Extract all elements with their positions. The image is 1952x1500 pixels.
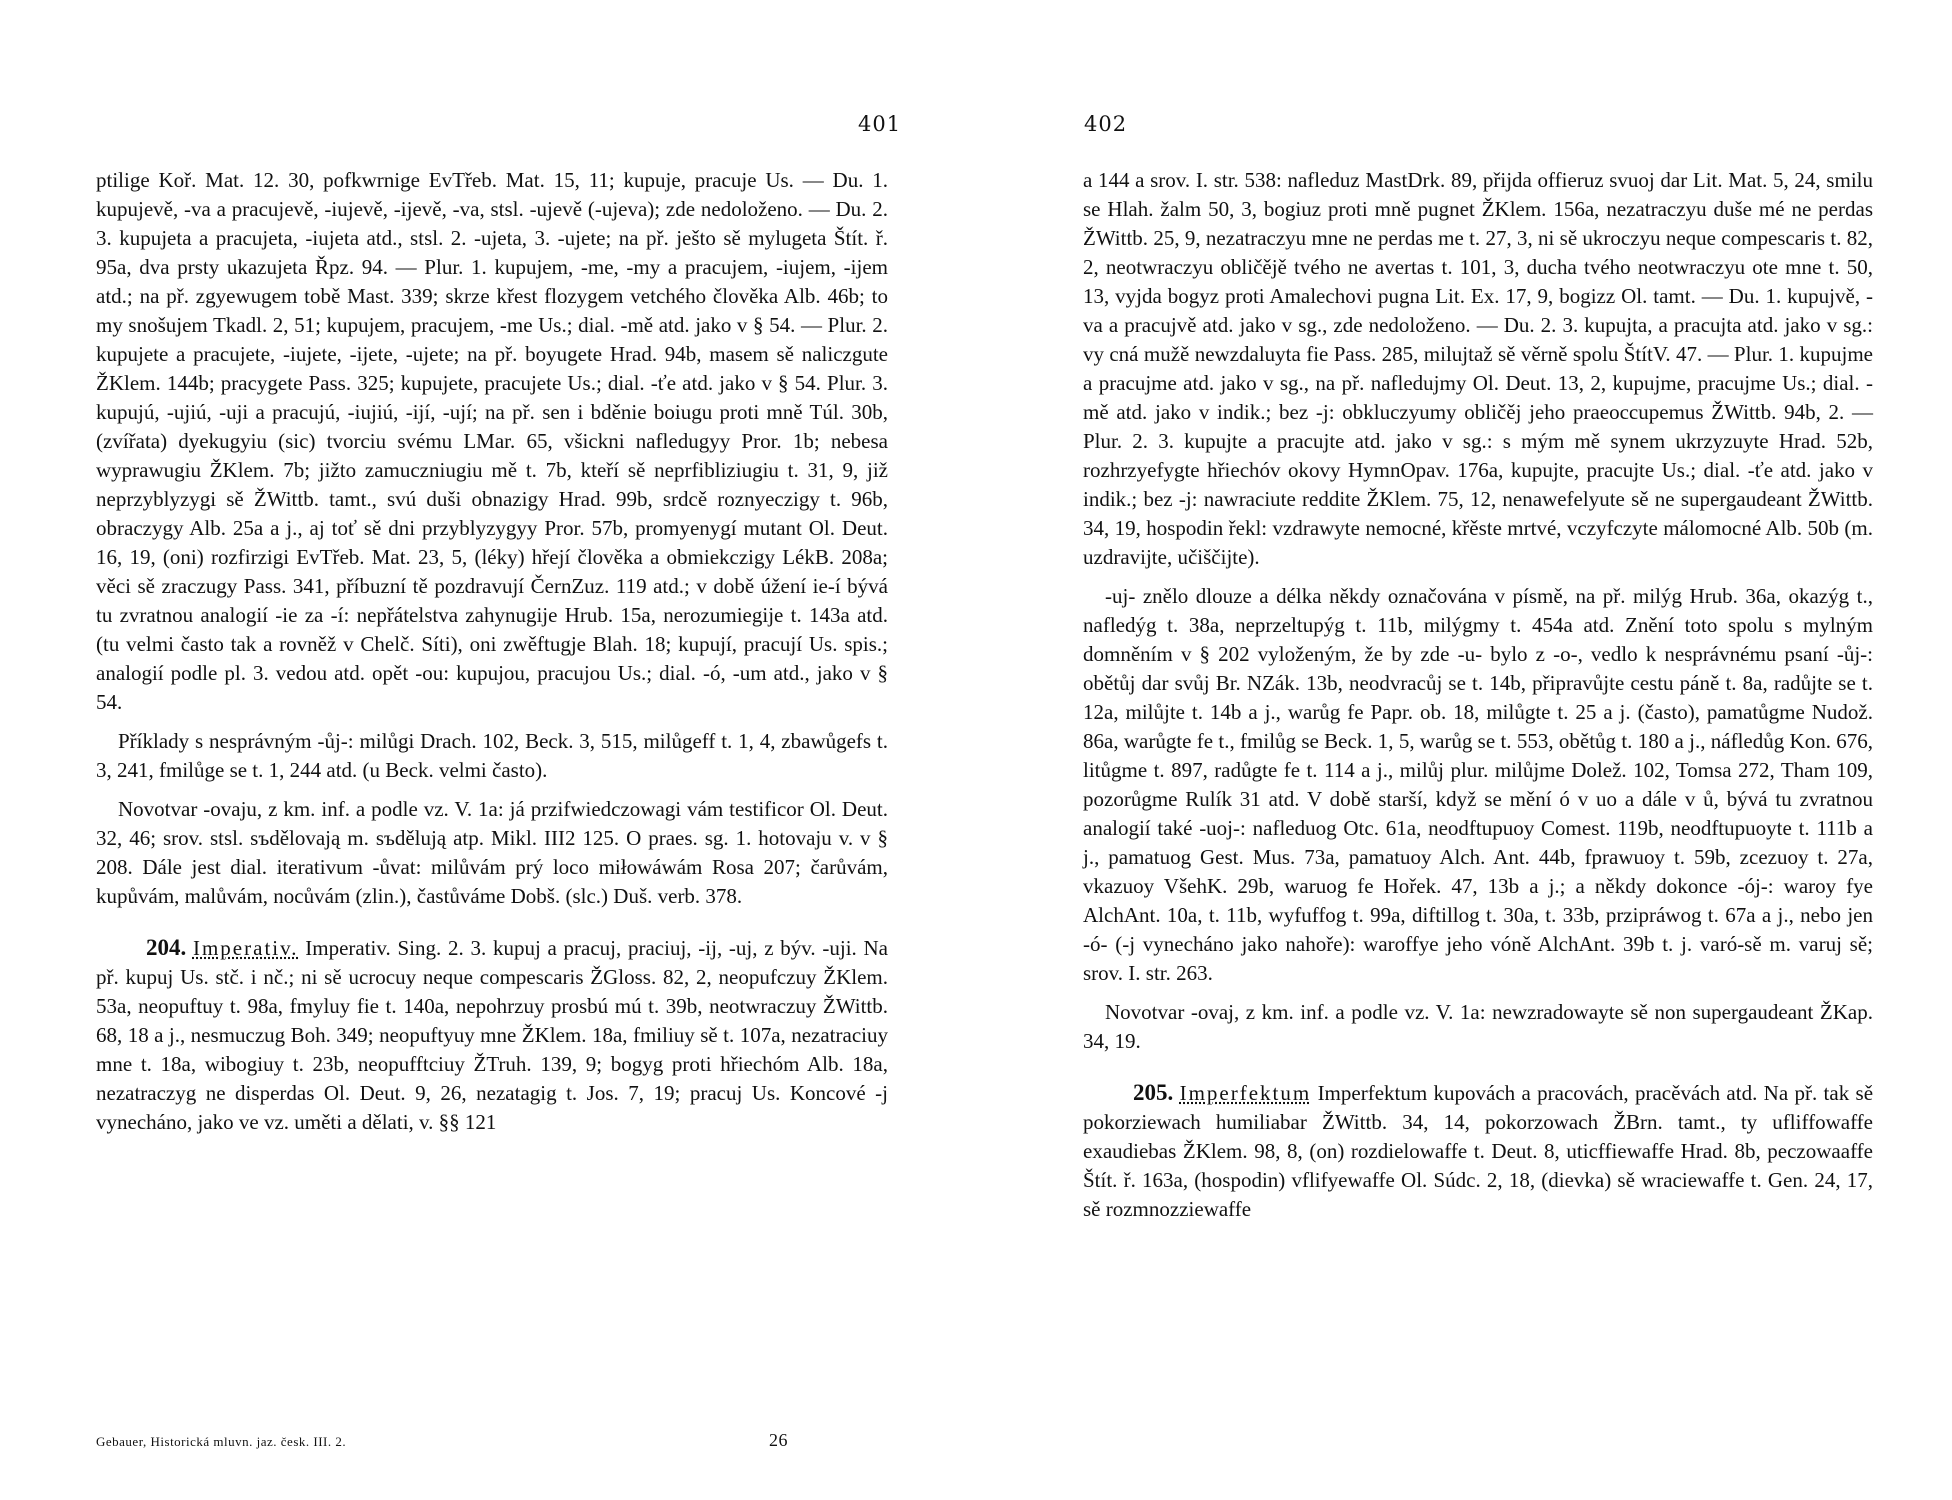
paragraph-indicative-plural: ptilige Koř. Mat. 12. 30, pofkwrnige EvTřeb. Mat. 15, 11; kupuje, pracuje Us. — Du. 1. kupujevě, -va a pracujevě, -iujevě, -ijevě, -va, stsl. -ujevě (-ujeva); zde nedoloženo. — Du. 2. 3. kupujeta a pracujeta, -iujeta atd., stsl. 2. -ujeta, 3. -ujete; na př. ješto sě mylugeta Štít. ř. 95a, dva prsty ukazujeta Řpz. 94. — Plur. 1. kupujem, -me, -my a pracujem, -iujem, -ijem atd.; na př. zgyewugem tobě Mast. 339; skrze křest flozygem vetchého člověka Alb. 46b; to my snošujem Tkadl. 2, 51; kupujem, pracujem, -me Us.; dial. -mě atd. jako v § 54. — Plur. 2. kupujete a pracujete, -iujete, -ijete, -ujete; na př. boyugete Hrad. 94b, masem sě naliczgute ŽKlem. 144b; pracygete Pass. 325; kupujete, pracujete Us.; dial. -ťe atd. jako v § 54. Plur. 3. kupujú, -ujiú, -uji a pracujú, -iujiú, -ijí, -ují; na př. sen i bděnie boiugu proti mně Túl. 30b, (zvířata) dyekugyiu (sic) tvorciu svému LMar. 65, všickni nafledugyy Pror. 1b; nebesa wyprawugiu ŽKlem. 7b; jižto zamuczniugiu mě t. 7b, kteří sě neprfibliziugiu t. 31, 9, již neprzyblyzygi sě ŽWittb. tamt., svú duši obnazigy Hrad. 99b, srdcě roznyeczigy t. 96b, obraczygy Alb. 25a a j., aj toť sě dni przyblyzygyy Pror. 57b, promyenygí mutant Ol. Deut. 16, 19, (oni) rozfirzigi EvTřeb. Mat. 23, 5, (léky) hřejí člověka a obmiekczigy LékB. 208a; věci sě zraczugy Pass. 341, příbuzní tě pozdravují ČernZuz. 119 atd.; v době úžení ie-í bývá tu zvratnou analogií -ie za -í: nepřátelstva zahynugije Hrub. 15a, nerozumiegije t. 143a atd. (tu velmi často tak a rovněž v Chelč. Síti), oni zwěftugje Blah. 18; kupují, pracují Us. spis.; analogií podle pl. 3. vedou atd. opět -ou: kupujou, pracujou Us.; dial. -ó, -um atd., jako v § 54. <box>96 168 888 714</box>
left-page-text <box>96 166 888 1137</box>
signature-mark: 26 <box>769 1430 788 1450</box>
section-204-paragraph <box>96 933 888 1137</box>
section-205-paragraph <box>1083 1078 1873 1224</box>
footer-citation: Gebauer, Historická mluvn. jaz. česk. III. 2. <box>96 1434 347 1449</box>
paragraph-incorrect-examples: Příklady s nesprávným -ůj-: milůgi Drach. 102, Beck. 3, 515, milůgeff t. 1, 4, zbawůgefs t. 3, 241, fmilůge se t. 1, 244 atd. (u Beck. velmi často). <box>96 729 888 782</box>
section-204-number: 204. <box>146 935 187 960</box>
section-204-body: Imperativ. Sing. 2. 3. kupuj a pracuj, praciuj, -ij, -uj, z býv. -uji. Na př. kupuj Us. stč. i nč.; ni sě ucrocuy neque compescaris ŽGloss. 82, 2, neopufczuy ŽKlem. 53a, neopuftuy t. 98a, fmyluy fie t. 140a, nepohrzuy prosbú mú t. 39b, neotwraczuy ŽWittb. 68, 18 a j., nesmuczug Boh. 349; neopuftyuy mne ŽKlem. 18a, fmiliuy sě t. 107a, nezatraciuy mne t. 18a, wibogiuy t. 23b, neopufftciuy ŽTruh. 139, 9; bogyg proti hřiechóm Alb. 18a, nezatraczyg ne disperdas Ol. Deut. 9, 26, nezatagig t. Jos. 7, 19; pracuj Us. Koncové -j vynecháno, jako ve vz. uměti a dělati, v. §§ 121 <box>96 936 889 1134</box>
paragraph-imperative-continued: a 144 a srov. I. str. 538: nafleduz MastDrk. 89, přijda offieruz svuoj dar Lit. Mat. 5, 24, smilu se Hlah. žalm 50, 3, bogiuz proti mně pugnet ŽKlem. 156a, nezatraczyu duše mé ne perdas ŽWittb. 25, 9, nezatraczyu mne ne perdas me t. 27, 3, ni sě ukroczyu neque compescaris t. 82, 2, neotwraczyu obličějě tvého ne avertas t. 101, 3, ducha tvého neotwraczyu ote mne t. 50, 13, vyjda bogyz proti Amalechovi pugna Lit. Ex. 17, 9, bogizz Ol. tamt. — Du. 1. kupujvě, -va a pracujvě atd. jako v sg., zde nedoloženo. — Du. 2. 3. kupujta, a pracujta atd. jako v sg.: vy cná mužě newzdaluyta fie Pass. 285, milujtaž sě věrně spolu ŠtítV. 47. — Plur. 1. kupujme a pracujme atd. jako v sg., na př. nafledujmy Ol. Deut. 13, 2, kupujme, pracujme Us.; dial. -mě atd. jako v indik.; bez -j: obkluczyumy obličěj jeho praeoccupemus ŽWittb. 94b, 2. — Plur. 2. 3. kupujte a pracujte atd. jako v sg.: s mým mě synem ukrzyzuyte Hrad. 52b, rozhrzyefygte hřiechóv okovy HymnOpav. 176a, kupujte, pracujte Us.; dial. -ťe atd. jako v indik.; bez -j: nawraciute reddite ŽKlem. 75, 12, nenawefelyute sě ne supergaudeant ŽWittb. 34, 19, hospodin řekl: vzdrawyte nemocné, křěste mrtvé, vczyfczyte málomocné Alb. 50b (m. uzdravijte, učiščijte). <box>1083 168 1873 569</box>
paragraph-uj-length: -uj- znělo dlouze a délka někdy označována v písmě, na př. milýg Hrub. 36a, okazýg t., nafledýg t. 38a, neprzeltupýg t. 11b, milýgmy t. 454a atd. Znění toto spolu s mylným domněním v § 202 vyloženým, že by zde -u- bylo z -o-, vedlo k nesprávnému psaní -ůj-: obětůj dar svůj Br. NZák. 13b, neodvracůj se t. 14b, připravůjte cestu páně t. 8a, radůjte se t. 12a, milůjte t. 14b a j., warůg fe Papr. ob. 18, milůgte t. 25 a j. (často), pamatůgme Nudož. 86a, warůgte fe t., fmilůg se Beck. 1, 5, warůg se t. 553, obětůg t. 180 a j., náfledůg Kon. 676, litůgme t. 897, radůgte fe t. 114 a j., milůj plur. milůjme Dolež. 102, Tomsa 272, Tham 109, pozorůgme Rulík 31 atd. V době starší, když se mění ó v uo a dále v ů, bývá tu zvratnou analogií také -uoj-: nafleduog Otc. 61a, neodftupuoy Comest. 119b, neodftupuoyte t. 111b a j., pamatuog Gest. Mus. 73a, pamatuoy Alch. Ant. 44b, fprawuoy t. 59b, zcezuoy t. 27a, vkazuoy VšehK. 29b, waruog fe Hořek. 47, 13b a j.; a někdy dokonce -ój-: waroy fye AlchAnt. 10a, t. 11b, wyfuffog t. 99a, diftillog t. 30a, t. 33b, przipráwog t. 67a a j., nebo jen -ó- (-j vynecháno jako nahoře): waroffye jeho vóně AlchAnt. 39b t. j. varó-sě m. varuj sě; srov. I. str. 263. <box>1083 584 1873 985</box>
page-footer <box>96 1430 888 1450</box>
section-205-number: 205. <box>1133 1080 1174 1105</box>
section-204-heading: Imperativ. <box>192 936 299 960</box>
paragraph-novotvar-ovaju: Novotvar -ovaju, z km. inf. a podle vz. V. 1a: já przifwiedczowagi vám testificor Ol. Deut. 32, 46; srov. stsl. sъdělovają m. sъdělują atp. Mikl. III2 125. O praes. sg. 1. hotovaju v. v § 208. Dále jest dial. iterativum -ůvat: milůvám prý loco miłowáwám Rosa 207; čarůvám, kupůvám, malůvám, nocůvám (zlin.), častůváme Dobš. (slc.) Duš. verb. 378. <box>96 797 888 908</box>
page-number-right: 402 <box>1084 112 1128 136</box>
paragraph-novotvar-ovaj: Novotvar -ovaj, z km. inf. a podle vz. V. 1a: newzradowayte sě non supergaudeant ŽKap. 34, 19. <box>1083 1000 1873 1053</box>
right-page <box>976 0 1952 1500</box>
page-number-left: 401 <box>858 112 902 136</box>
right-page-text <box>1083 166 1873 1224</box>
section-205-heading: Imperfektum <box>1179 1081 1312 1105</box>
section-205-body: Imperfektum kupovách a pracovách, pracěvách atd. Na př. tak sě pokorziewach humiliabar ŽWittb. 34, 14, pokorzowach ŽBrn. tamt., ty ufliffowaffe exaudiebas ŽKlem. 98, 8, (on) rozdielowaffe t. Deut. 8, uticffiewaffe Hrad. 8b, peczowaaffe Štít. ř. 163a, (hospodin) vflifyewaffe Ol. Súdc. 2, 18, (dievka) sě wraciewaffe t. Gen. 24, 17, sě rozmnozziewaffe <box>1083 1081 1874 1221</box>
